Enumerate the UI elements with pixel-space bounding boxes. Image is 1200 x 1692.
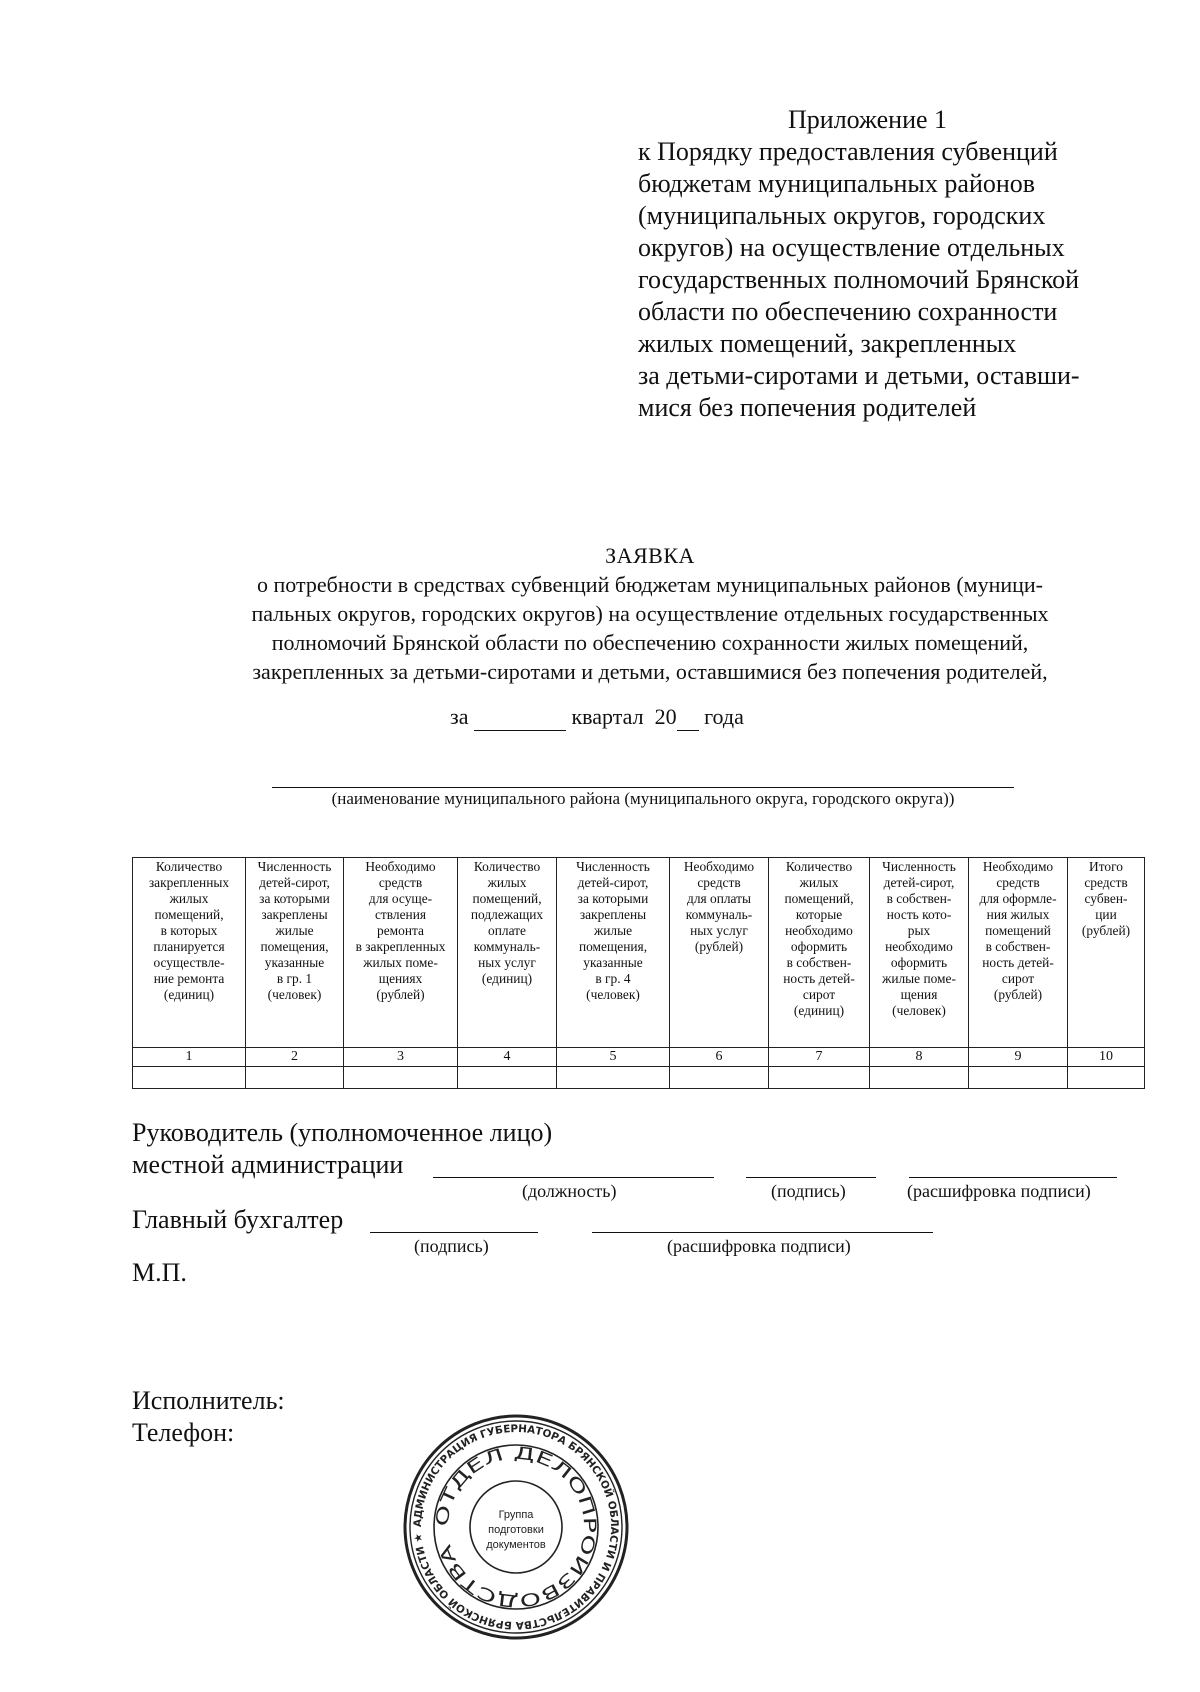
table-header-line: сирот	[802, 987, 836, 1002]
column-number: 3	[344, 1048, 458, 1067]
table-header-line: закреплены	[579, 907, 647, 922]
table-header-line: Количество	[785, 859, 853, 874]
table-header-line: (рублей)	[376, 987, 425, 1002]
table-header-line: щениях	[378, 971, 423, 986]
table-header-cell	[458, 858, 557, 1048]
table-header-line: Численность	[882, 859, 956, 874]
table-header-cell	[133, 858, 246, 1048]
table-header-line: (единиц)	[163, 987, 215, 1002]
table-header-line: помещений,	[472, 891, 542, 906]
table-header-line: детей-сирот,	[259, 875, 330, 890]
table-header-line: ствления	[374, 907, 427, 922]
table-header-cell	[344, 858, 458, 1048]
caption-signature: (подпись)	[771, 1181, 846, 1201]
table-header-line: в собствен-	[886, 891, 952, 906]
head-title-line2: местной администрации	[132, 1150, 404, 1179]
table-header-line: помещения,	[260, 939, 329, 954]
table-header-line: Количество	[155, 859, 223, 874]
table-header-line: ния жилых	[986, 907, 1050, 922]
phone-label: Телефон:	[132, 1418, 235, 1447]
table-header-line: ных услуг	[478, 955, 536, 970]
accountant-caption-signature: (подпись)	[414, 1236, 489, 1256]
table-header-line: подлежащих	[470, 907, 544, 922]
table-cell[interactable]	[458, 1067, 557, 1089]
table-header-line: детей-сирот,	[883, 875, 955, 890]
table-header-line: в гр. 4	[595, 971, 631, 986]
table-header-line: средств	[996, 875, 1040, 890]
appendix-line: государственных полномочий Брянской	[638, 265, 1080, 294]
seal-place-label: М.П.	[132, 1258, 187, 1287]
table-header-cell	[557, 858, 670, 1048]
stamp-outer-text: АДМИНИСТРАЦИЯ ГУБЕРНАТОРА БРЯНСКОЙ ОБЛАСТИ И ПРАВИТЕЛЬСТВА БРЯНСКОЙ ОБЛАСТИ ★	[411, 1422, 621, 1632]
table-header-line: ремонта	[377, 923, 424, 938]
table-header-line: для оформле-	[979, 891, 1057, 906]
table-header-line: помещений	[985, 923, 1051, 938]
table-header-line: за которыми	[259, 891, 330, 906]
table-header-line: средств	[1084, 875, 1128, 890]
table-header-line: для осуще-	[368, 891, 433, 906]
appendix-line: мися без попечения родителей	[638, 393, 977, 422]
accountant-title: Главный бухгалтер	[132, 1205, 344, 1234]
table-header-line: сирот	[1001, 971, 1035, 986]
table-header-line: оформить	[790, 939, 848, 954]
column-number: 7	[769, 1048, 870, 1067]
table-header-cell	[1068, 858, 1145, 1048]
table-header-line: Количество	[473, 859, 541, 874]
position-signature-line[interactable]	[433, 1177, 714, 1178]
column-number: 6	[670, 1048, 769, 1067]
table-header-line: ции	[1095, 907, 1117, 922]
executor-label: Исполнитель:	[132, 1386, 285, 1415]
table-header-line: щения	[900, 987, 938, 1002]
municipality-caption: (наименование муниципального района (муниципального округа, городского округа))	[331, 789, 955, 808]
table-header-line: осуществле-	[153, 955, 225, 970]
table-header-line: оформить	[890, 955, 948, 970]
request-table	[132, 857, 1145, 1089]
table-header-line: ние ремонта	[153, 971, 225, 986]
table-header-line: ных услуг	[690, 923, 748, 938]
table-header-line: Необходимо	[683, 859, 755, 874]
table-header-cell	[246, 858, 344, 1048]
table-header-line: (единиц)	[793, 1003, 845, 1018]
table-header-line: Необходимо	[982, 859, 1054, 874]
period-year-label: года	[704, 704, 744, 729]
table-header-line: (рублей)	[993, 987, 1043, 1002]
appendix-title: Приложение 1	[788, 105, 948, 134]
table-header-line: за которыми	[577, 891, 649, 906]
appendix-line: округов) на осуществление отдельных	[638, 233, 1065, 262]
seal-stamp	[402, 1413, 630, 1641]
table-header-line: для оплаты	[687, 891, 751, 906]
accountant-decode-line[interactable]	[592, 1232, 933, 1233]
request-subtitle-line: закрепленных за детьми-сиротами и детьми, оставшимися без попечения родителей,	[252, 659, 1048, 684]
table-header-line: коммуналь-	[685, 907, 753, 922]
column-number: 5	[557, 1048, 670, 1067]
table-header-line: необходимо	[885, 939, 953, 954]
table-header-line: жилые	[593, 923, 633, 938]
table-header-line: (человек)	[586, 987, 640, 1002]
table-cell[interactable]	[769, 1067, 870, 1089]
table-header-line: в гр. 1	[276, 971, 313, 986]
table-header-line: закрепленных	[148, 875, 230, 890]
table-cell[interactable]	[1068, 1067, 1145, 1089]
appendix-line: жилых помещений, закрепленных	[638, 329, 1017, 358]
accountant-signature-line[interactable]	[370, 1232, 538, 1233]
request-title: ЗАЯВКА	[605, 543, 695, 568]
table-header-cell	[769, 858, 870, 1048]
table-header-line: закреплены	[261, 907, 328, 922]
table-header-line: в собствен-	[985, 939, 1051, 954]
stamp-center-line: подготовки	[488, 1524, 544, 1536]
column-number: 8	[870, 1048, 969, 1067]
table-cell[interactable]	[670, 1067, 769, 1089]
signature-line[interactable]	[746, 1177, 876, 1178]
table-header-line: рых	[907, 923, 931, 938]
table-cell[interactable]	[969, 1067, 1068, 1089]
appendix-line: к Порядку предоставления субвенций	[638, 137, 1058, 166]
request-subtitle	[150, 570, 1150, 686]
table-header-line: которые	[795, 907, 843, 922]
request-subtitle-line: пальных округов, городских округов) на осуществление отдельных государственных	[251, 601, 1049, 626]
table-header-line: помещения,	[578, 939, 648, 954]
table-cell[interactable]	[557, 1067, 670, 1089]
table-header-line: жилые поме-	[882, 971, 956, 986]
period-year-prefix: 20	[654, 704, 677, 729]
table-header-line: указанные	[264, 955, 325, 970]
period-quarter-label: квартал	[571, 704, 644, 729]
stamp-middle-text: ОТДЕЛ ДЕЛОПРОИЗВОДСТВА	[432, 1443, 600, 1611]
table-header-line: Численность	[257, 859, 332, 874]
table-header-line: (человек)	[892, 1003, 946, 1018]
caption-decode: (расшифровка подписи)	[907, 1181, 1091, 1201]
decode-signature-line[interactable]	[909, 1177, 1117, 1178]
request-subtitle-line: о потребности в средствах субвенций бюджетам муниципальных районов (муници-	[257, 572, 1043, 597]
table-cell[interactable]	[246, 1067, 344, 1089]
table-header-row	[133, 858, 1145, 1048]
year-blank[interactable]	[677, 704, 699, 731]
stamp-center-line: документов	[486, 1539, 546, 1551]
table-cell[interactable]	[870, 1067, 969, 1089]
table-header-line: ность детей-	[982, 955, 1054, 970]
table-header-line: жилые	[275, 923, 314, 938]
table-number-row	[133, 1048, 1145, 1067]
table-header-line: в закрепленных	[355, 939, 446, 954]
head-title-line1: Руководитель (уполномоченное лицо)	[132, 1118, 553, 1147]
table-header-cell	[670, 858, 769, 1048]
table-header-line: ность детей-	[783, 971, 855, 986]
appendix-line: области по обеспечению сохранности	[638, 297, 1058, 326]
table-header-cell	[870, 858, 969, 1048]
table-header-line: помещений,	[784, 891, 854, 906]
table-header-line: коммуналь-	[473, 939, 541, 954]
column-number: 2	[246, 1048, 344, 1067]
appendix-line: бюджетам муниципальных районов	[638, 169, 1036, 198]
accountant-caption-decode: (расшифровка подписи)	[667, 1236, 851, 1256]
stamp-center-line: Группа	[498, 1509, 534, 1521]
table-header-line: жилых	[487, 875, 527, 890]
table-header-cell	[969, 858, 1068, 1048]
column-number: 9	[969, 1048, 1068, 1067]
appendix-line: (муниципальных округов, городских	[638, 201, 1046, 230]
table-header-line: ность кото-	[886, 907, 952, 922]
period-line	[450, 704, 744, 731]
table-header-line: оплате	[488, 923, 526, 938]
column-number: 1	[133, 1048, 246, 1067]
table-header-line: в собствен-	[786, 955, 852, 970]
table-header-line: жилых поме-	[363, 955, 438, 970]
table-header-line: жилых	[799, 875, 839, 890]
column-number: 10	[1068, 1048, 1145, 1067]
table-cell[interactable]	[133, 1067, 246, 1089]
caption-position: (должность)	[522, 1181, 617, 1201]
table-header-line: средств	[378, 875, 423, 890]
table-header-line: указанные	[583, 955, 643, 970]
table-header-line: Необходимо	[365, 859, 436, 874]
table-header-line: Итого	[1089, 859, 1123, 874]
table-header-line: (рублей)	[1081, 923, 1131, 938]
municipality-line[interactable]	[272, 787, 1014, 788]
quarter-blank[interactable]	[474, 704, 566, 731]
table-header-line: Численность	[576, 859, 650, 874]
table-header-line: (рублей)	[694, 939, 744, 954]
appendix-line: за детьми-сиротами и детьми, оставши-	[638, 361, 1080, 390]
table-cell[interactable]	[344, 1067, 458, 1089]
table-header-line: средств	[697, 875, 741, 890]
table-header-line: помещений,	[154, 907, 224, 922]
table-header-line: в которых	[160, 923, 218, 938]
request-subtitle-line: полномочий Брянской области по обеспечению сохранности жилых помещений,	[271, 630, 1029, 655]
period-prefix: за	[450, 704, 469, 729]
table-header-line: субвен-	[1084, 891, 1128, 906]
table-header-line: жилых	[169, 891, 209, 906]
appendix-block	[638, 104, 1158, 424]
table-row	[133, 1067, 1145, 1089]
table-header-line: детей-сирот,	[577, 875, 649, 890]
column-number: 4	[458, 1048, 557, 1067]
table-header-line: (единиц)	[481, 971, 533, 986]
table-header-line: необходимо	[785, 923, 853, 938]
table-header-line: (человек)	[267, 987, 322, 1002]
table-header-line: планируется	[153, 939, 225, 954]
